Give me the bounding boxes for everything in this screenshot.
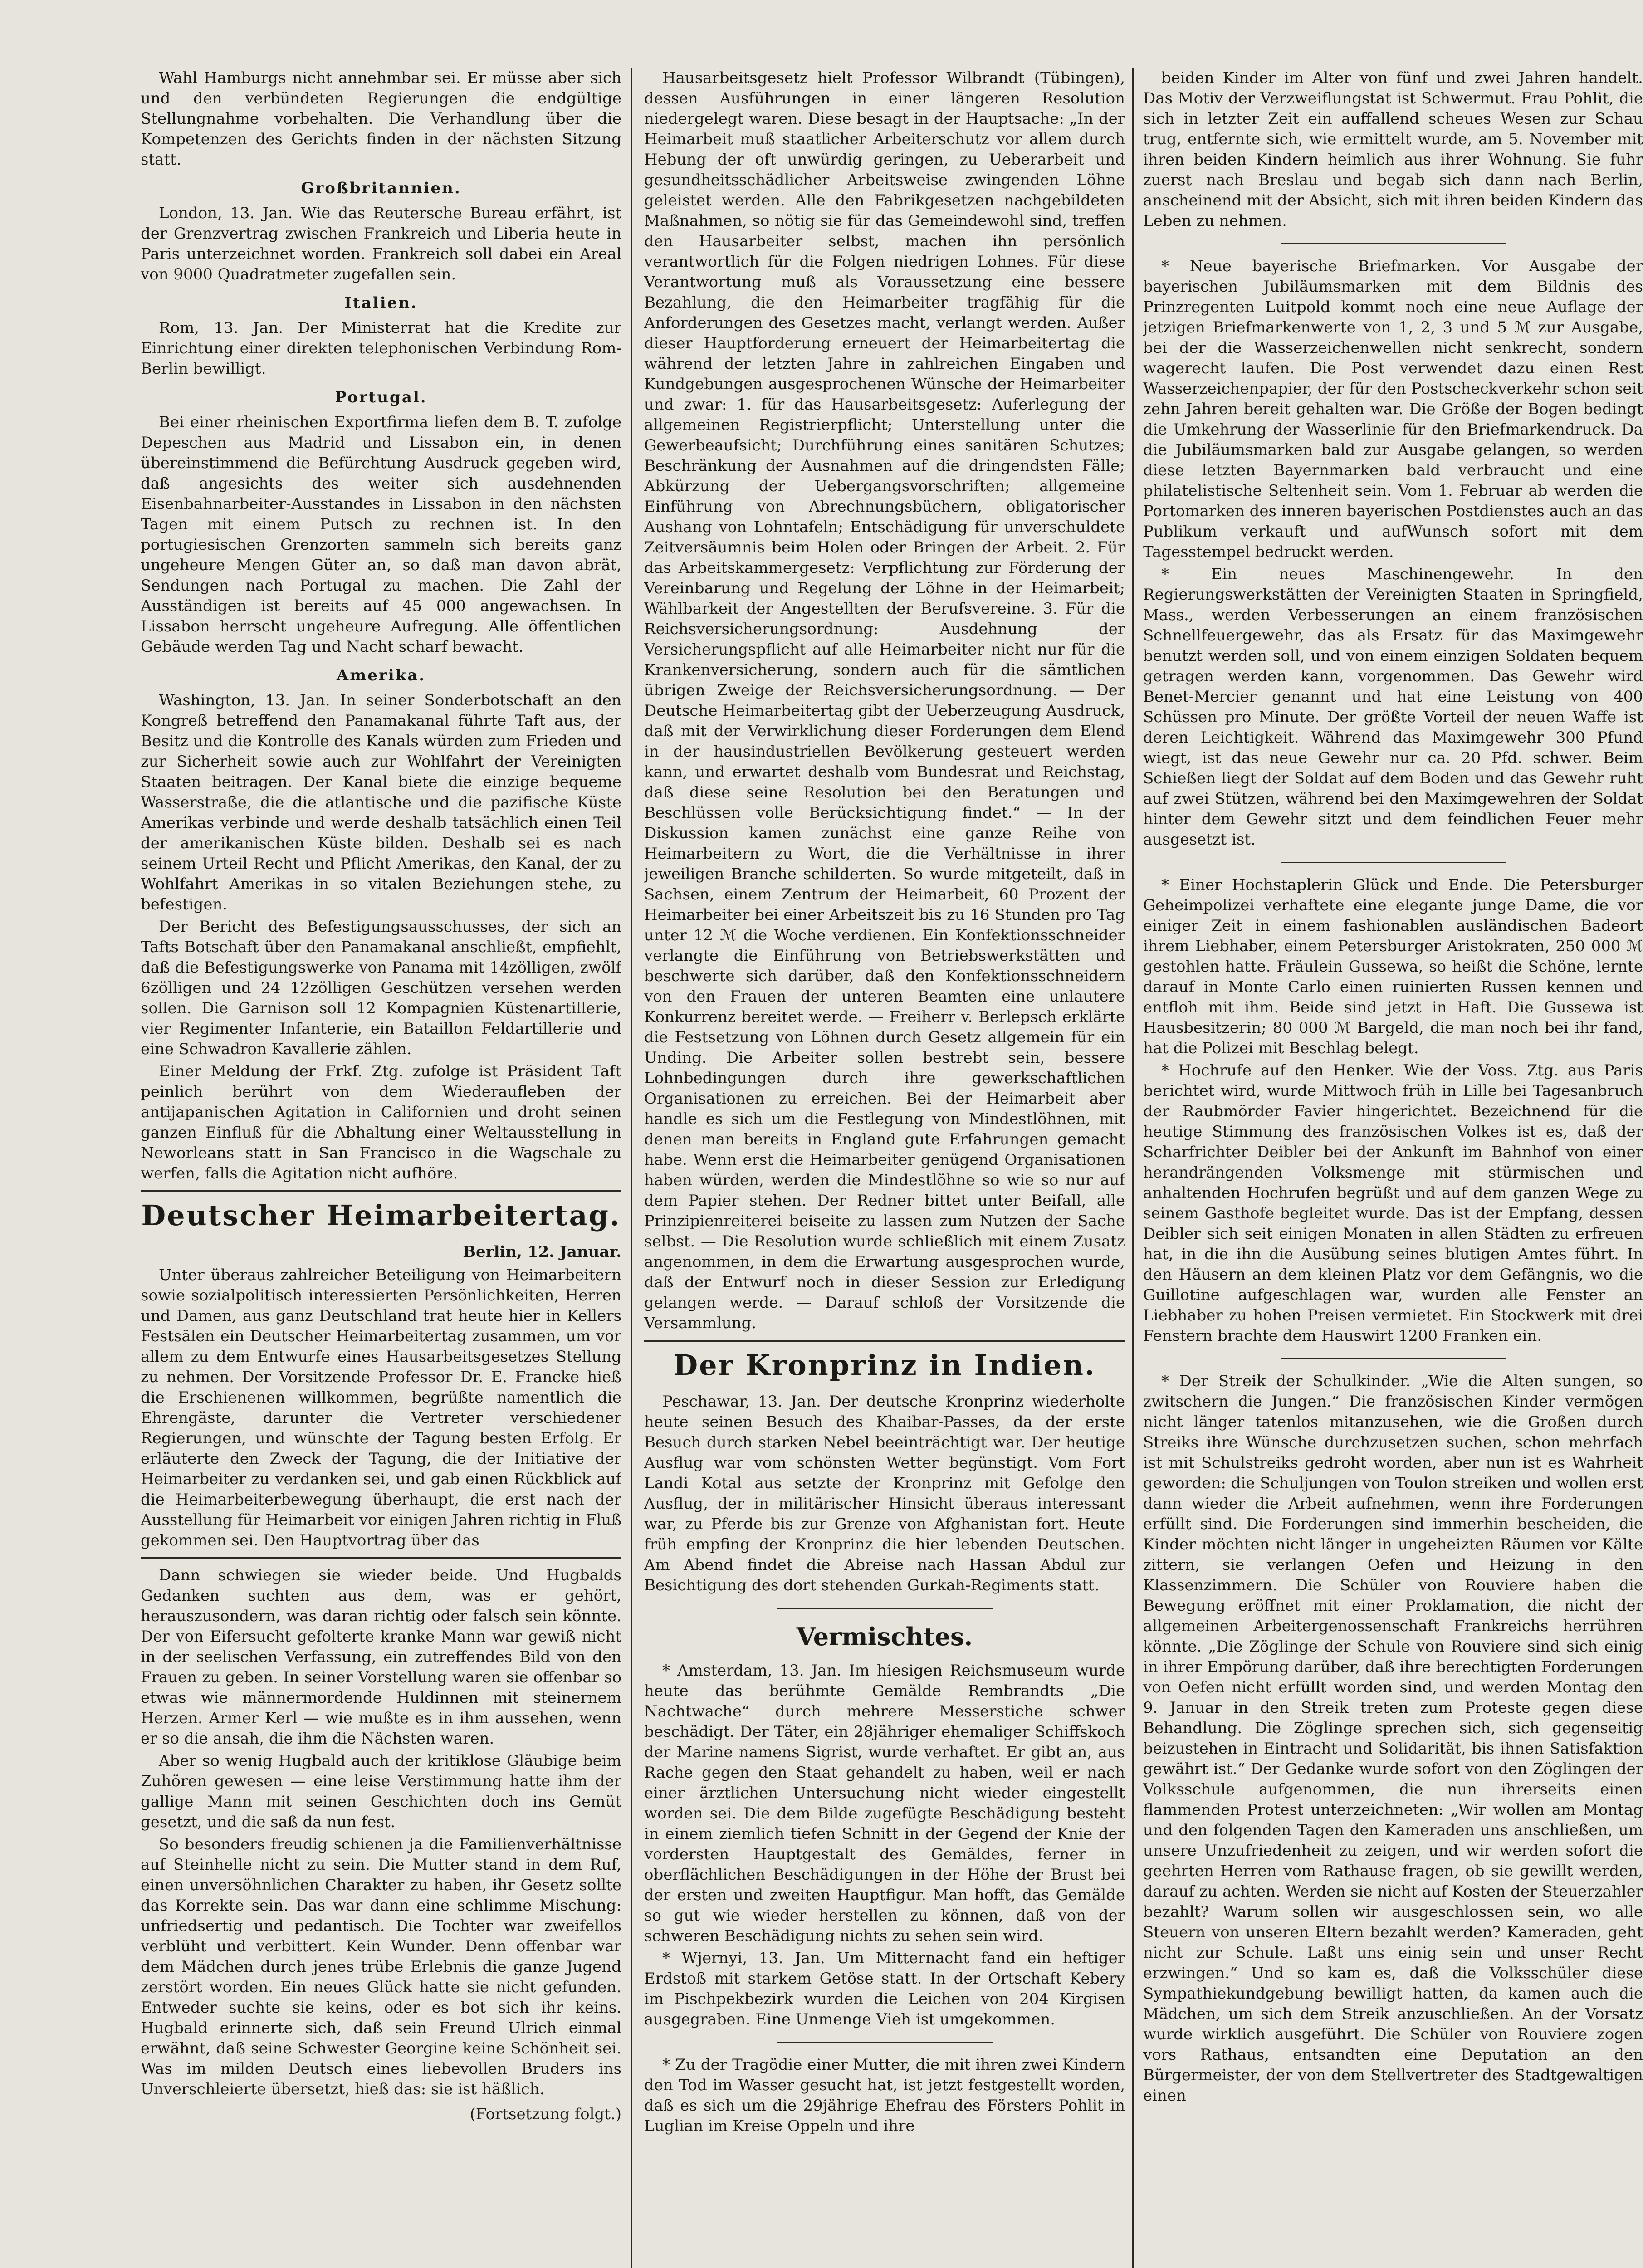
paragraph: Bei einer rheinischen Exportfirma liefen dem B. T. zufolge Depeschen aus Madrid und Lissabon ein, in denen übereinstimmend die Befürchtung Ausdruck gegeben wird, daß angesichts des weiter sich ausdehnenden Eisenbahnarbeiter-Ausstandes in Lissabon in den nächsten Tagen mit einem Putsch zu rechnen ist. In den portugiesischen Grenzorten sammeln sich bereits ganz ungeheure Mengen Güter an, so daß man davon abrät, Sendungen nach Portugal zu machen. Die Zahl der Ausständigen ist bereits auf 45 000 angewachsen. In Lissabon herrscht ungeheure Aufregung. Alle öffentlichen Gebäude werden Tag und Nacht scharf bewacht. [141, 413, 621, 656]
paragraph: * Hochrufe auf den Henker. Wie der Voss. Ztg. aus Paris berichtet wird, wurde Mittwoch früh in Lille bei Tagesanbruch der Raubmörder Favier hingerichtet. Bezeichnend für die heutige Stimmung des französischen Volkes ist es, daß der Scharfrichter Deibler bei der Ankunft im Bahnhof von einer herandrängenden Volksmenge mit stürmischen und anhaltenden Hochrufen begrüßt und auf dem ganzen Wege zu seinem Gasthofe begleitet wurde. Das ist der Empfang, dessen Deibler sich seit einigen Monaten in allen Städten zu erfreuen hat, in die ihn die Ausübung seines blutigen Amtes führt. In den Häusern an dem kleinen Platz vor dem Gefängnis, wo die Guillotine aufgeschlagen war, wurden alle Fenster an Liebhaber zu hohen Preisen vermietet. Ein Stockwerk mit drei Fenstern brachte dem Hauswirt 1200 Franken ein. [1143, 1061, 1643, 1345]
feuilleton-paragraph: Dann schwiegen sie wieder beide. Und Hugbalds Gedanken suchten aus dem, was er gehört, herauszusondern, was daran richtig oder falsch sein könnte. Der von Eifersucht gefolterte kranke Mann war gewiß nicht in der seelischen Verfassung, ein zutreffendes Bild von den Frauen zu geben. In seiner Vorstellung waren sie offenbar so etwas wie männermordende Huldinnen mit steinernem Herzen. Armer Kerl — wie mußte es in ihm aussehen, wenn er so die ansah, die ihm die Nächsten waren. [141, 1566, 621, 1748]
divider [141, 1190, 621, 1192]
divider [1281, 862, 1506, 863]
paragraph: Washington, 13. Jan. In seiner Sonderbotschaft an den Kongreß betreffend den Panamakanal führte Taft aus, der Besitz und die Kontrolle des Kanals würden zum Frieden und zur Sicherheit sowie auch zur Wohlfahrt der Vereinigten Staaten beitragen. Der Kanal biete die einzige bequeme Wasserstraße, die die atlantische und die pazifische Küste Amerikas verbinde und werde deshalb tatsächlich einen Teil der amerikanischen Küste bilden. Deshalb sei es nach seinem Urteil Recht und Pflicht Amerikas, den Kanal, der zu Wohlfahrt Amerikas in so vitalen Beziehungen stehe, zu befestigen. [141, 691, 621, 914]
paragraph: London, 13. Jan. Wie das Reutersche Bureau erfährt, ist der Grenzvertrag zwischen Frankreich und Liberia heute in Paris unterzeichnet worden. Frankreich soll dabei ein Areal von 9000 Quadratmeter zugefallen sein. [141, 204, 621, 284]
divider [1281, 243, 1506, 244]
paragraph: Rom, 13. Jan. Der Ministerrat hat die Kredite zur Einrichtung einer direkten telephonischen Verbindung Rom-Berlin bewilligt. [141, 319, 621, 378]
paragraph: * Wjernyi, 13. Jan. Um Mitternacht fand ein heftiger Erdstoß mit starkem Getöse statt. In der Ortschaft Kebery im Pischpekbezirk wurden die Leichen von 204 Kirgisen ausgegraben. Eine Unmenge Vieh ist umgekommen. [644, 1949, 1125, 2028]
dateline: Berlin, 12. Januar. [463, 1243, 621, 1261]
divider [777, 2042, 993, 2043]
section-heading: Amerika. [336, 666, 426, 684]
paragraph: beiden Kinder im Alter von fünf und zwei Jahren handelt. Das Motiv der Verzweiflungstat ist Schwermut. Frau Pohlit, die sich in letzter Zeit ein auffallend scheues Wesen zur Schau trug, entfernte sich, wie ermittelt wurde, am 5. November mit ihren beiden Kindern heimlich aus ihrer Wohnung. Sie fuhr zuerst nach Breslau und begab sich dann nach Berlin, anscheinend mit der Absicht, sich mit ihren beiden Kindern das Leben zu nehmen. [1143, 69, 1643, 230]
divider [644, 1340, 1125, 1342]
divider [1281, 1358, 1506, 1359]
paragraph: Peschawar, 13. Jan. Der deutsche Kronprinz wiederholte heute seinen Besuch des Khaibar-Passes, da der erste Besuch durch starken Nebel beeinträchtigt war. Der heutige Ausflug war vom schönsten Wetter begünstigt. Vom Fort Landi Kotal aus setzte der Kronprinz mit Gefolge den Ausflug, der in militärischer Hinsicht überaus interessant war, zu Pferde bis zur Grenze von Afghanistan fort. Heute früh empfing der Kronprinz die hier lebenden Deutschen. Am Abend findet die Abreise nach Hassan Abdul zur Besichtigung des dort stehenden Gurkah-Regiments statt. [644, 1393, 1125, 1594]
section-headline: Vermischtes. [796, 1622, 973, 1651]
paragraph: * Ein neues Maschinengewehr. In den Regierungswerkstätten der Vereinigten Staaten in Springfield, Mass., werden Verbesserungen an einem französischen Schnellfeuergewehr, das als Ersatz für das Maximgewehr benutzt werden soll, und von einem einzigen Soldaten bequem getragen werden kann, vorgenommen. Das Gewehr wird Benet-Mercier genannt und hat eine Leistung von 400 Schüssen pro Minute. Der größte Vorteil der neuen Waffe ist deren Leichtigkeit. Während das Maximgewehr 300 Pfund wiegt, ist das neue Gewehr nur ca. 20 Pfd. schwer. Beim Schießen liegt der Soldat auf dem Boden und das Gewehr ruht auf zwei Stützen, während bei den Maximgewehren der Soldat hinter dem Gewehr sitzt und dem feindlichen Feuer mehr ausgesetzt ist. [1143, 565, 1643, 849]
feuilleton-paragraph: So besonders freudig schienen ja die Familienverhältnisse auf Steinhelle nicht zu sein. Die Mutter stand in dem Ruf, einen unversöhnlichen Charakter zu haben, ihr Gesetz sollte das Korrekte sein. Das war dann eine schlimme Mischung: unfriedsertig und pedantisch. Die Tochter war zweifellos verblüht und verbittert. Kein Wunder. Denn offenbar war dem Mädchen durch jenes trübe Erlebnis die ganze Jugend zerstört worden. Ein neues Glück hatte sie nicht gefunden. Entweder suchte sie keins, oder es bot sich ihr keins. Hugbald erinnerte sich, daß sein Freund Ulrich einmal erwähnt, daß seine Schwester Georgine keine Schönheit sei. Was im milden Deutsch eines liebevollen Bruders ins Unverschleierte übersetzt, hieß das: sie ist häßlich. [141, 1835, 621, 2098]
divider [141, 1557, 621, 1559]
section-heading: Italien. [344, 294, 418, 312]
article-headline: Deutscher Heimarbeitertag. [141, 1199, 621, 1232]
paragraph: * Einer Hochstaplerin Glück und Ende. Die Petersburger Geheimpolizei verhaftete eine elegante junge Dame, die vor einiger Zeit in einem fashionablen ausländischen Badeort ihrem Liebhaber, einem Petersburger Aristokraten, 250 000 ℳ gestohlen hatte. Fräulein Gussewa, so heißt die Schöne, lernte darauf in Monte Carlo einen ruinierten Russen kennen und entfloh mit ihm. Beide sind jetzt in Haft. Die Gussewa ist Hausbesitzerin; 80 000 ℳ Bargeld, die man noch bei ihr fand, hat die Polizei mit Beschlag belegt. [1143, 876, 1643, 1057]
divider [777, 1608, 993, 1609]
newspaper-page [141, 68, 1643, 2268]
continuation-note: (Fortsetzung folgt.) [469, 2105, 621, 2123]
paragraph: * Neue bayerische Briefmarken. Vor Ausgabe der bayerischen Jubiläumsmarken mit dem Bildnis des Prinzregenten Luitpold kommt noch eine neue Auflage der jetzigen Briefmarkenwerte von 1, 2, 3 und 5 ℳ zur Ausgabe, bei der die Wasserzeichenwellen nicht senkrecht, sondern wagerecht laufen. Die Post verwendet dazu einen Rest Wasserzeichenpapier, der für den Postscheckverkehr schon seit zehn Jahren bereit gehalten war. Die Größe der Bogen bedingt die Umkehrung der Wasserlinie für den Briefmarkendruck. Da die Jubiläumsmarken bald zur Ausgabe gelangen, so werden diese letzten Bayernmarken bald verbraucht und eine philatelistische Seltenheit sein. Vom 1. Februar ab werden die Portomarken des inneren bayerischen Postdienstes auch an das Publikum verkauft und aufWunsch sofort mit dem Tagesstempel bedruckt werden. [1143, 257, 1643, 561]
paragraph: Unter überaus zahlreicher Beteiligung von Heimarbeitern sowie sozialpolitisch interessierten Persönlichkeiten, Herren und Damen, aus ganz Deutschland trat heute hier in Kellers Festsälen ein Deutscher Heimarbeitertag zusammen, um vor allem zu dem Entwurfe eines Hausarbeitsgesetzes Stellung zu nehmen. Der Vorsitzende Professor Dr. E. Francke hieß die Erschienenen willkommen, begrüßte namentlich die Ehrengäste, darunter die Vertreter verschiedener Regierungen, und wünschte der Tagung besten Erfolg. Er erläuterte den Zweck der Tagung, die der Initiative der Heimarbeiter zu verdanken sei, und gab einen Rückblick auf die Heimarbeiterbewegung überhaupt, die erst nach der Ausstellung für Heimarbeit vor einigen Jahren richtig in Fluß gekommen sei. Den Hauptvortrag über das [141, 1266, 621, 1549]
article-headline: Der Kronprinz in Indien. [673, 1349, 1096, 1382]
paragraph: * Amsterdam, 13. Jan. Im hiesigen Reichsmuseum wurde heute das berühmte Gemälde Rembrandts „Die Nachtwache“ durch mehrere Messerstiche schwer beschädigt. Der Täter, ein 28jähriger ehemaliger Schiffskoch der Marine namens Sigrist, wurde verhaftet. Er gibt an, aus Rache gegen den Staat gehandelt zu haben, weil er nach einer ärztlichen Untersuchung nicht wieder eingestellt worden sei. Die dem Bilde zugefügte Beschädigung besteht in einem ziemlich tiefen Schnitt in der Gegend der Knie der vordersten Hauptgestalt des Gemäldes, ferner in oberflächlichen Beschädigungen in der Höhe der Brust bei der ersten und zweiten Hauptfigur. Man hofft, das Gemälde so gut wie wieder herstellen zu können, daß von der schweren Beschädigung nichts zu sehen sein wird. [644, 1662, 1125, 1945]
column-divider [1132, 68, 1134, 2268]
column-3 [1143, 68, 1643, 2268]
feuilleton-paragraph: Aber so wenig Hugbald auch der kritiklose Gläubige beim Zuhören gewesen — eine leise Verstimmung hatte ihm der gallige Mann mit seinen Geschichten doch ins Gemüt gesetzt, und die saß da nun fest. [141, 1752, 621, 1831]
paragraph: * Der Streik der Schulkinder. „Wie die Alten sungen, so zwitschern die Jungen.“ Die französischen Kinder vermögen nicht länger tatenlos mitanzusehen, wie die Großen durch Streiks ihre Wünsche durchzusetzen suchen, schon mehrfach ist mit Schulstreiks gedroht worden, aber nun ist es Wahrheit geworden: die Schuljungen von Toulon streiken und wollen erst dann wieder die Arbeit aufnehmen, wenn ihre Forderungen erfüllt sind. Die Forderungen sind immerhin bescheiden, die Kinder möchten nicht länger in ungeheizten Räumen vor Kälte zittern, sie verlangen Oefen und Heizung in den Klassenzimmern. Die Schüler von Rouviere haben die Bewegung eröffnet mit einer Proklamation, die nicht der allgemeinen Arbeitergenossenschaft Frankreichs herrühren könnte. „Die Zöglinge der Schule von Rouviere sind sich einig in ihrer Empörung darüber, daß ihre berechtigten Forderungen von Oefen nicht erfüllt worden sind, und werden Montag den 9. Januar in den Streik treten zum Proteste gegen diese Behandlung. Die Zöglinge sprechen sich, sich gegenseitig beizustehen in Eintracht und Solidarität, bis ihnen Satisfaktion gewährt ist.“ Der Gedanke wurde sofort von den Zöglingen der Volksschule aufgenommen, die nun ihrerseits einen flammenden Protest unterzeichneten: „Wir wollen am Montag und den folgenden Tagen den Kameraden uns anschließen, um unsere Unzufriedenheit zu zeigen, und wir werden sofort die geehrten Herren vom Rathause fragen, ob sie gewillt werden, darauf zu achten. Werden sie nicht auf Kosten der Steuerzahler bezahlt? Warum sollen wir ausgeschlossen sein, wo alle Steuern von unseren Eltern bezahlt werden? Kameraden, geht nicht zur Schule. Laßt uns einig sein und unser Recht erzwingen.“ Und so kam es, daß die Volksschüler diese Sympathiekundgebung bewilligt hatten, da kamen auch die Mädchen, um sich dem Streik anzuschließen. An der Vorsatz wurde wirklich ausgeführt. Die Schüler von Rouviere zogen vors Rathaus, entsandten eine Deputation an den Bürgermeister, der von dem Stellvertreter des Stadtgewaltigen einen [1143, 1372, 1643, 2105]
section-heading: Portugal. [335, 388, 427, 406]
section-heading: Großbritannien. [301, 179, 461, 197]
paragraph: * Zu der Tragödie einer Mutter, die mit ihren zwei Kindern den Tod im Wasser gesucht hat, ist jetzt festgestellt worden, daß es sich um die 29jährige Ehefrau des Försters Pohlit in Luglian im Kreise Oppeln und ihre [644, 2056, 1125, 2135]
paragraph: Wahl Hamburgs nicht annehmbar sei. Er müsse aber sich und den verbündeten Regierungen die endgültige Stellungnahme vorbehalten. Die Verhandlung über die Kompetenzen des Gerichts finden in der nächsten Sitzung statt. [141, 69, 621, 169]
paragraph: Hausarbeitsgesetz hielt Professor Wilbrandt (Tübingen), dessen Ausführungen in einer längeren Resolution niedergelegt waren. Diese besagt in der Hauptsache: „In der Heimarbeit muß staatlicher Arbeiterschutz vor allem durch Hebung der oft unwürdig geringen, zu Ueberarbeit und gesundheitsschädlicher Arbeitsweise zwingenden Löhne geleistet werden. Alle den Fabrikgesetzen nachgebildeten Maßnahmen, so nötig sie für das Gemeindewohl sind, treffen den Hausarbeiter selbst, machen ihn persönlich verantwortlich für die Folgen niedrigen Lohnes. Für diese Verantwortung muß als Voraussetzung eine bessere Bezahlung, die den Heimarbeiter tragfähig für die Anforderungen des Gesetzes macht, verlangt werden. Außer dieser Hauptforderung erneuert der Heimarbeitertag die während der letzten Jahre in zahlreichen Eingaben und Kundgebungen ausgesprochenen Wünsche der Heimarbeiter und zwar: 1. für das Hausarbeitsgesetz: Auferlegung der allgemeinen Registrierpflicht; Unterstellung unter die Gewerbeaufsicht; Durchführung eines sanitären Schutzes; Beschränkung der Ausnahmen auf die dringendsten Fälle; Abkürzung der Uebergangsvorschriften; allgemeine Einführung von Abrechnungsbüchern, obligatorischer Aushang von Lohntafeln; Entschädigung für unverschuldete Zeitversäumnis beim Holen oder Bringen der Arbeit. 2. Für das Arbeitskammergesetz: Verpflichtung zur Förderung der Vereinbarung und Regelung der Löhne in der Heimarbeit; Wählbarkeit der Angestellten der Berufsvereine. 3. Für die Reichsversicherungsordnung: Ausdehnung der Versicherungspflicht auf alle Heimarbeiter nicht nur für die Krankenversicherung, sondern auch für die sämtlichen übrigen Zweige der Reichsversicherungsordnung. — Der Deutsche Heimarbeitertag gibt der Ueberzeugung Ausdruck, daß mit der Verwirklichung dieser Forderungen dem Elend in der hausindustriellen Bevölkerung gesteuert werden kann, und erwartet deshalb vom Bundesrat und Reichstag, daß diese seine Resolution bei den Beratungen und Beschlüssen volle Berücksichtigung findet.“ — In der Diskussion kamen zunächst eine ganze Reihe von Heimarbeitern zu Wort, die die Verhältnisse in ihrer jeweiligen Branche schilderten. So wurde mitgeteilt, daß in Sachsen, einem Zentrum der Heimarbeit, 60 Prozent der Heimarbeiter bei einer Arbeitszeit bis zu 16 Stunden pro Tag unter 12 ℳ die Woche verdienen. Ein Konfektionsschneider verlangte die Einführung von Betriebswerkstätten und beschwerte sich darüber, daß den Konfektionsschneidern von den Frauen der unteren Beamten eine unlautere Konkurrenz bereitet werde. — Freiherr v. Berlepsch erklärte die Festsetzung von Löhnen durch Gesetz allgemein für ein Unding. Die Arbeiter sollen bestrebt sein, bessere Lohnbedingungen durch ihre gewerkschaftlichen Organisationen zu erreichen. Bei der Heimarbeit aber handle es sich um die Festlegung von Mindestlöhnen, mit denen man bereits in England gute Erfahrungen gemacht habe. Wenn erst die Heimarbeiter genügend Organisationen haben würden, werden die Mindestlöhne so wie so nur auf dem Papier stehen. Der Redner bittet unter Beifall, alle Prinzipienreiterei beiseite zu lassen zum Nutzen der Sache selbst. — Die Resolution wurde schließlich mit einem Zusatz angenommen, in dem die Erwartung ausgesprochen wurde, daß der Entwurf noch in dieser Session zur Erledigung gelangen werde. — Darauf schloß der Vorsitzende die Versammlung. [644, 69, 1125, 1332]
paragraph: Einer Meldung der Frkf. Ztg. zufolge ist Präsident Taft peinlich berührt von dem Wiederaufleben der antijapanischen Agitation in Californien und droht seinen ganzen Einfluß für die Abhaltung einer Weltausstellung in Neworleans statt in San Francisco in die Wagschale zu werfen, falls die Agitation nicht aufhöre. [141, 1062, 621, 1183]
column-2 [644, 68, 1125, 2268]
column-1 [141, 68, 621, 2268]
column-divider [631, 68, 632, 2268]
paragraph: Der Bericht des Befestigungsausschusses, der sich an Tafts Botschaft über den Panamakanal anschließt, empfiehlt, daß die Befestigungswerke von Panama mit 14zölligen, zwölf 6zölligen und 24 12zölligen Geschützen versehen werden sollen. Die Garnison soll 12 Kompagnien Küstenartillerie, vier Regimenter Infanterie, ein Bataillon Feldartillerie und eine Schwadron Kavallerie zählen. [141, 918, 621, 1058]
